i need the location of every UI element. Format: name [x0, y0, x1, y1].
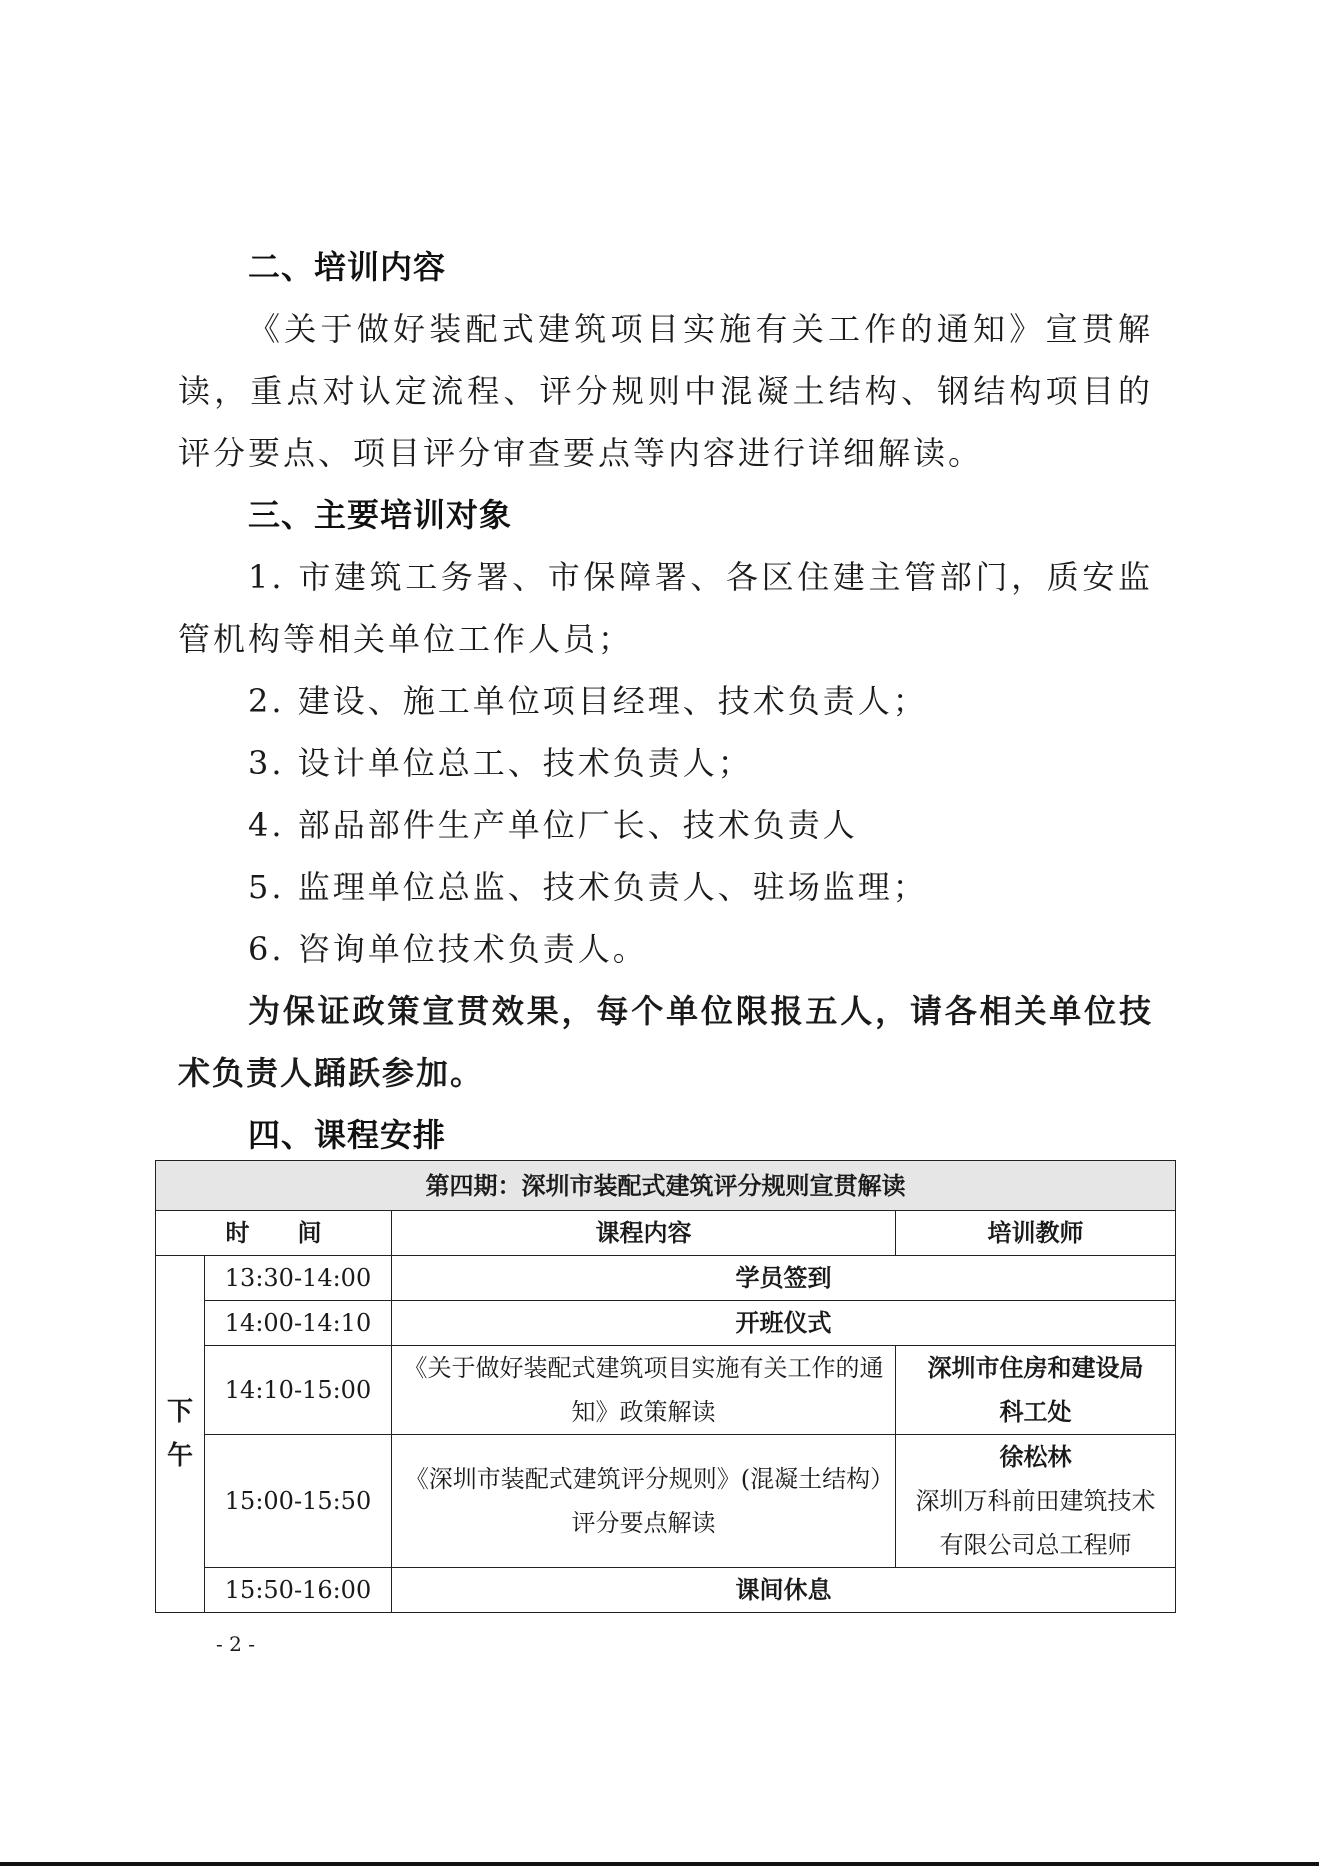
header-time: 时 间	[156, 1211, 392, 1256]
trainee-item: 1. 市建筑工务署、市保障署、各区住建主管部门，质安监管机构等相关单位工作人员；	[178, 558, 1153, 658]
table-row	[156, 1568, 1176, 1613]
schedule-title: 第四期：深圳市装配式建筑评分规则宣贯解读	[156, 1161, 1176, 1211]
trainee-item: 4. 部品部件生产单位厂长、技术负责人	[248, 806, 858, 844]
time-cell: 14:00-14:10	[205, 1301, 392, 1346]
period-afternoon: 下 午	[156, 1256, 205, 1613]
time-cell: 15:00-15:50	[205, 1435, 392, 1568]
trainee-item: 3. 设计单位总工、技术负责人；	[248, 744, 753, 782]
teacher-dept: 科工处	[999, 1397, 1072, 1426]
teacher-title: 深圳万科前田建筑技术有限公司总工程师	[915, 1487, 1156, 1559]
section-schedule	[178, 1104, 1153, 1166]
content-cell: 《深圳市装配式建筑评分规则》(混凝土结构）评分要点解读	[392, 1435, 896, 1568]
section4-heading: 四、课程安排	[248, 1116, 447, 1154]
table-header-row	[156, 1211, 1176, 1256]
trainee-item: 6. 咨询单位技术负责人。	[248, 930, 648, 968]
content-cell: 《关于做好装配式建筑项目实施有关工作的通知》政策解读	[392, 1346, 896, 1435]
header-content: 课程内容	[392, 1211, 896, 1256]
section3-heading: 三、主要培训对象	[248, 496, 513, 534]
table-row	[156, 1256, 1176, 1301]
section2-heading: 二、培训内容	[248, 248, 447, 286]
time-cell: 14:10-15:00	[205, 1346, 392, 1435]
trainee-item: 5. 监理单位总监、技术负责人、驻场监理；	[248, 868, 928, 906]
section-training-content	[178, 236, 1153, 484]
content-cell: 学员签到	[392, 1256, 1176, 1301]
content-cell: 开班仪式	[392, 1301, 1176, 1346]
teacher-cell	[896, 1435, 1176, 1568]
schedule-table	[155, 1160, 1176, 1613]
section2-body: 《关于做好装配式建筑项目实施有关工作的通知》宣贯解读，重点对认定流程、评分规则中混凝土结构、钢结构项目的评分要点、项目评分审查要点等内容进行详细解读。	[178, 310, 1153, 472]
bottom-rule	[0, 1862, 1319, 1866]
table-row	[156, 1301, 1176, 1346]
section-trainees	[178, 484, 1153, 1104]
table-row	[156, 1435, 1176, 1568]
teacher-org: 深圳市住房和建设局	[927, 1353, 1144, 1382]
registration-note: 为保证政策宣贯效果，每个单位限报五人，请各相关单位技术负责人踊跃参加。	[178, 992, 1153, 1092]
time-cell: 13:30-14:00	[205, 1256, 392, 1301]
trainee-item: 2. 建设、施工单位项目经理、技术负责人；	[248, 682, 928, 720]
header-teacher: 培训教师	[896, 1211, 1176, 1256]
teacher-cell	[896, 1346, 1176, 1435]
teacher-name: 徐松林	[999, 1442, 1072, 1471]
page-number: - 2 -	[216, 1632, 255, 1656]
content-cell: 课间休息	[392, 1568, 1176, 1613]
table-row	[156, 1346, 1176, 1435]
time-cell: 15:50-16:00	[205, 1568, 392, 1613]
